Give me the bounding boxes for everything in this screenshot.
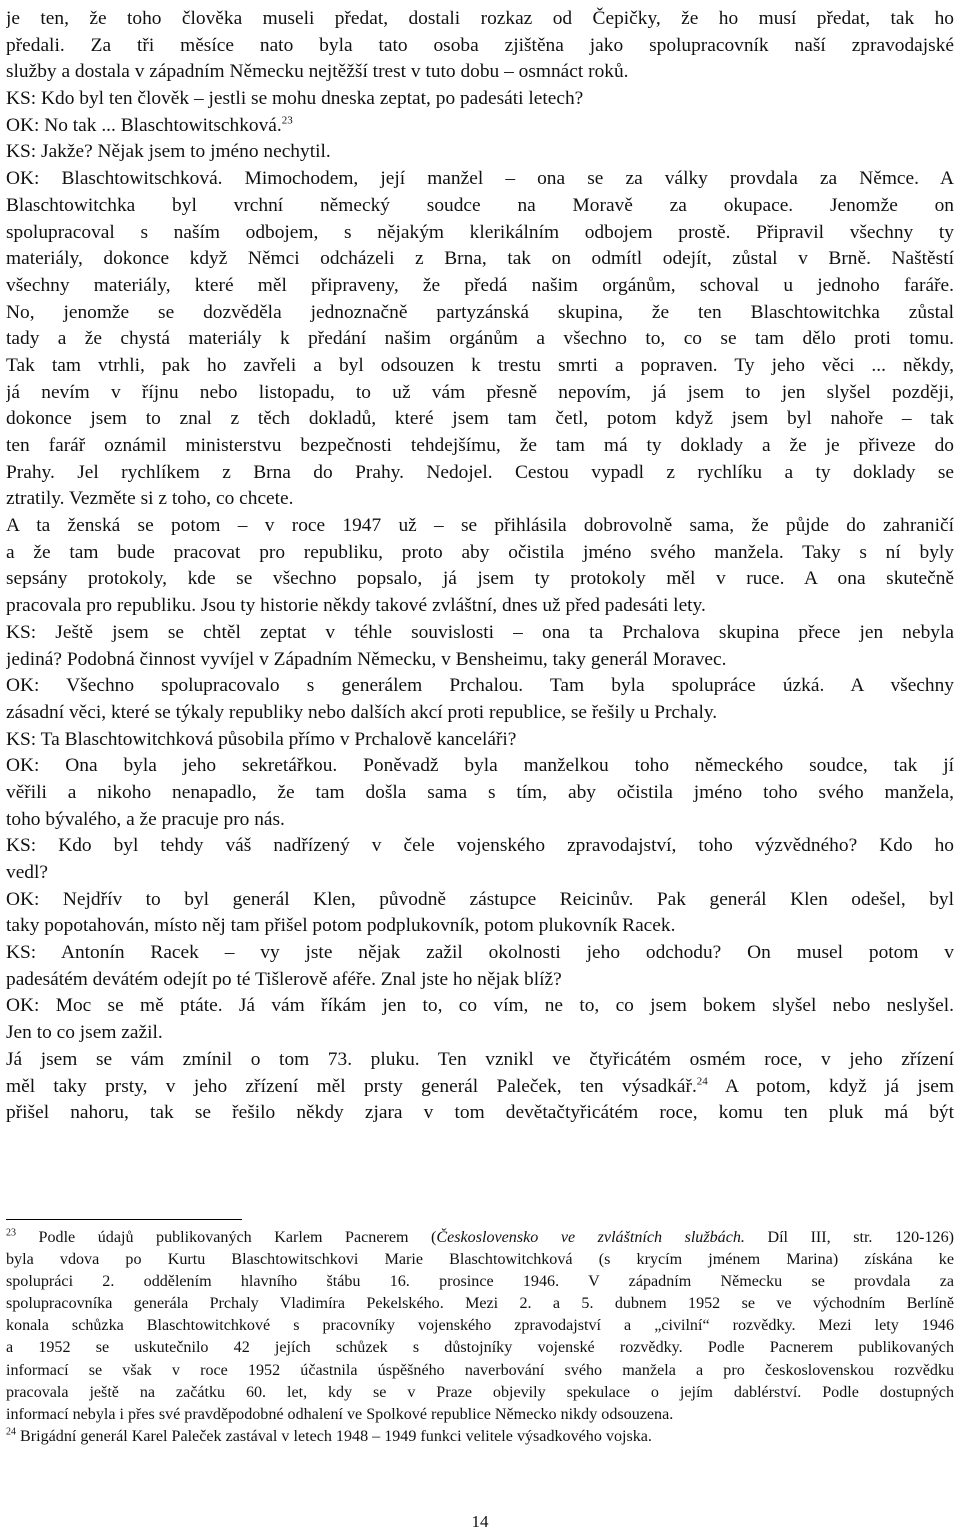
text-line — [6, 513, 954, 540]
text-line — [6, 6, 954, 33]
text-line — [6, 433, 954, 460]
line-text: tady a že chystá materiály k předání našim orgánům a všechno to, co se tam dělo proti tomu. — [6, 328, 954, 350]
line-text: přišel nahoru, tak se řešilo někdy zjara v tom devětačtyřicátém roce, komu ten pluk má být — [6, 1102, 954, 1124]
text-line — [6, 166, 954, 193]
footnote-line — [6, 1337, 954, 1359]
line-text: věřili a nikoho nenapadlo, že tam došla sama s tím, aby očistila jméno toho svého manžela, — [6, 781, 954, 803]
line-text: OK: Blaschtowitschková. Mimochodem, její manžel – ona se za války provdala za Němce. A — [6, 168, 954, 190]
text-line — [6, 33, 954, 60]
line-text: všechny materiály, které měl připraveny, že předá našim orgánům, schoval u jednoho faráře. — [6, 274, 954, 296]
text-line — [6, 887, 954, 914]
line-text: pracovala pro republiku. Jsou ty historie někdy takové zvláštní, dnes už před padesáti lety. — [6, 595, 706, 617]
text-line — [6, 220, 954, 247]
footnote-text: a 1952 se uskutečnilo 42 jejích schůzek s důstojníky vojenské rozvědky. Podle Pacnerem publikovaných — [6, 1339, 954, 1357]
line-text: dokonce jsem to znal z těch dokladů, které jsem tam četl, potom když jsem byl nahoře – tak — [6, 408, 954, 430]
text-line — [6, 486, 954, 513]
text-line — [6, 59, 954, 86]
text-line — [6, 1020, 954, 1047]
text-line — [6, 673, 954, 700]
footnote-line — [6, 1426, 954, 1448]
text-line — [6, 700, 954, 727]
text-line — [6, 540, 954, 567]
line-text: služby a dostala v západním Německu nejtěžší trest v tuto dobu – osmnáct roků. — [6, 61, 629, 83]
main-text — [6, 6, 954, 1127]
line-text: Já jsem se vám zmínil o tom 73. pluku. Ten vznikl ve čtyřicátém osmém roce, v jeho zřízení — [6, 1048, 954, 1070]
footnote-separator — [6, 1219, 242, 1220]
line-text: OK: No tak ... Blaschtowitschková. — [6, 114, 282, 136]
text-line — [6, 860, 954, 887]
footnote-text: konala schůzka Blaschtowitchkové s pracovníky vojenského zpravodajství a „civilní“ rozvědky. Mezi lety 1946 — [6, 1317, 954, 1335]
line-text: Blaschtowitchka byl vrchní německý soudce na Moravě za okupace. Jenomže on — [6, 194, 954, 216]
footnotes — [6, 1227, 954, 1448]
text-line — [6, 86, 954, 113]
footnote-text: Brigádní generál Karel Paleček zastával v letech 1948 – 1949 funkci velitele výsadkového vojska. — [16, 1427, 652, 1445]
line-text: Tak tam vtrhli, pak ho zavřeli a byl odsouzen k trestu smrti a popraven. Ty jeho věci ... někdy, — [6, 354, 954, 376]
text-line — [6, 1047, 954, 1074]
line-text: je ten, že toho člověka museli předat, dostali rozkaz od Čepičky, že ho musí předat, tak ho — [6, 8, 954, 29]
footnote-line — [6, 1293, 954, 1315]
footnote-line — [6, 1227, 954, 1249]
line-text: Prahy. Jel rychlíkem z Brna do Prahy. Nedojel. Cestou vypadl z rychlíku a ty doklady se — [6, 461, 954, 483]
line-text: ztratily. Vezměte si z toho, co chcete. — [6, 488, 294, 510]
footnote-line — [6, 1404, 954, 1426]
line-text: OK: Nejdřív to byl generál Klen, původně zástupce Reicinův. Pak generál Klen odešel, byl — [6, 888, 954, 910]
text-line — [6, 727, 954, 754]
page-number: 14 — [471, 1512, 489, 1531]
line-text: A ta ženská se potom – v roce 1947 už – se přihlásila dobrovolně sama, že půjde do zahraničí — [6, 515, 954, 537]
line-text: KS: Ještě jsem se chtěl zeptat v téhle souvislosti – ona ta Prchalova skupina přece jen nebyla — [6, 621, 954, 643]
footnote-line — [6, 1271, 954, 1293]
line-text: a že tam bude pracovat pro republiku, proto aby očistila jméno svého manžela. Taky s ní byly — [6, 541, 954, 563]
footnote-line — [6, 1249, 954, 1271]
line-text: OK: Ona byla jeho sekretářkou. Poněvadž byla manželkou toho německého soudce, tak jí — [6, 755, 954, 777]
footnote-text: spolupracovníka generála Prchaly Vladimíra Pekelského. Mezi 2. a 5. dubnem 1952 se ve východním Berlíně — [6, 1295, 954, 1313]
line-text: KS: Kdo byl ten člověk – jestli se mohu dneska zeptat, po padesáti letech? — [6, 88, 584, 110]
text-line — [6, 753, 954, 780]
text-line — [6, 967, 954, 994]
line-text: spolupracoval s naším odbojem, s nějakým klerikálním odbojem prostě. Připravil všechny ty — [6, 221, 954, 243]
text-line — [6, 193, 954, 220]
text-line — [6, 246, 954, 273]
footnote-ref: 24 — [696, 1075, 708, 1088]
line-text: já nevím v říjnu nebo listopadu, to už vám přesně nepovím, já jsem to jen slyšel později, — [6, 381, 954, 403]
line-text: vedl? — [6, 862, 48, 883]
text-line — [6, 273, 954, 300]
footnote-text: pracovala ještě na začátku 60. let, kdy se v Praze objevily spekulace o jejím dablérství. Podle dostupných — [6, 1383, 954, 1401]
footnote-number: 24 — [6, 1426, 16, 1438]
footnote-text: informací se však v roce 1952 účastnila úspěšného naverbování svého manžela a pro československou rozvědku — [6, 1361, 954, 1379]
line-text: No, jenomže se dozvěděla jednoznačně partyzánská skupina, že ten Blaschtowitchka zůstal — [6, 301, 954, 323]
line-text: materiály, dokonce když Němci odcházeli z Brna, tak on odmítl odejít, zůstal v Brně. Naštěstí — [6, 248, 954, 270]
text-line — [6, 993, 954, 1020]
text-line — [6, 620, 954, 647]
line-text: ten farář oznámil ministerstvu bezpečnosti tehdejšímu, že tam má ty doklady a že je přiveze do — [6, 435, 954, 456]
footnote-number: 23 — [6, 1227, 16, 1239]
line-text-cont: A potom, když já jsem — [707, 1075, 954, 1097]
line-text: předali. Za tři měsíce nato byla tato osoba zjištěna jako spolupracovník naší zpravodajské — [6, 34, 954, 56]
text-line — [6, 807, 954, 834]
text-line — [6, 353, 954, 380]
footnote-text-cont: Díl III, str. 120-126) — [744, 1229, 954, 1246]
footnote-book-title: Československo ve zvláštních službách. — [436, 1229, 745, 1246]
footnote-line — [6, 1360, 954, 1382]
line-text: sepsány protokoly, kde se všechno popsalo, já jsem ty protokoly měl v ruce. A ona skutečně — [6, 568, 954, 590]
line-text: Jen to co jsem zažil. — [6, 1022, 163, 1044]
text-line — [6, 566, 954, 593]
line-text: jediná? Podobná činnost vyvíjel v Západním Německu, v Bensheimu, taky generál Moravec. — [6, 648, 727, 670]
text-line — [6, 300, 954, 327]
footnote-line — [6, 1315, 954, 1337]
footnote-line — [6, 1382, 954, 1404]
text-line — [6, 833, 954, 860]
footnote-text: informací nebyla i přes své pravděpodobné odhalení ve Spolkové republice Německo nikdy odsouzena. — [6, 1405, 674, 1423]
text-line — [6, 326, 954, 353]
text-line — [6, 593, 954, 620]
line-text: KS: Ta Blaschtowitchková působila přímo v Prchalově kanceláři? — [6, 728, 517, 750]
text-line — [6, 139, 954, 166]
text-line — [6, 913, 954, 940]
line-text: OK: Všechno spolupracovalo s generálem Prchalou. Tam byla spolupráce úzká. A všechny — [6, 675, 954, 697]
text-line — [6, 113, 954, 140]
line-text: padesátém devátém odejít po té Tišlerově aféře. Znal jste ho nějak blíž? — [6, 968, 562, 990]
text-line — [6, 780, 954, 807]
footnote-text: spolupráci 2. oddělením hlavního štábu 16. prosince 1946. V západním Německu se provdala za — [6, 1273, 954, 1291]
text-line — [6, 406, 954, 433]
footnote-ref: 23 — [281, 114, 293, 127]
line-text: OK: Moc se mě ptáte. Já vám říkám jen to, co vím, ne to, co jsem bokem slyšel nebo neslyšel. — [6, 995, 954, 1017]
line-text: KS: Jakže? Nějak jsem to jméno nechytil. — [6, 141, 331, 163]
text-line — [6, 460, 954, 487]
footnote-text: Podle údajů publikovaných Karlem Pacnerem ( — [16, 1229, 437, 1246]
line-text: toho bývalého, a že pracuje pro nás. — [6, 808, 285, 830]
text-line — [6, 647, 954, 674]
line-text: zásadní věci, které se týkaly republiky nebo dalších akcí proti republice, se řešily u Prchaly. — [6, 701, 718, 723]
line-text: taky popotahován, místo něj tam přišel potom podplukovník, potom plukovník Racek. — [6, 915, 676, 937]
text-line — [6, 380, 954, 407]
text-line — [6, 940, 954, 967]
line-text: KS: Antonín Racek – vy jste nějak zažil okolnosti jeho odchodu? On musel potom v — [6, 942, 954, 964]
text-line — [6, 1100, 954, 1127]
text-line — [6, 1074, 954, 1101]
footnote-text: byla vdova po Kurtu Blaschtowitschkovi Marie Blaschtowitchková (s krycím jménem Marina) získána ke — [6, 1251, 954, 1269]
line-text: KS: Kdo byl tehdy váš nadřízený v čele vojenského zpravodajství, toho výzvědného? Kdo ho — [6, 835, 954, 857]
line-text: měl taky prsty, v jeho zřízení měl prsty generál Paleček, ten výsadkář. — [6, 1075, 697, 1097]
